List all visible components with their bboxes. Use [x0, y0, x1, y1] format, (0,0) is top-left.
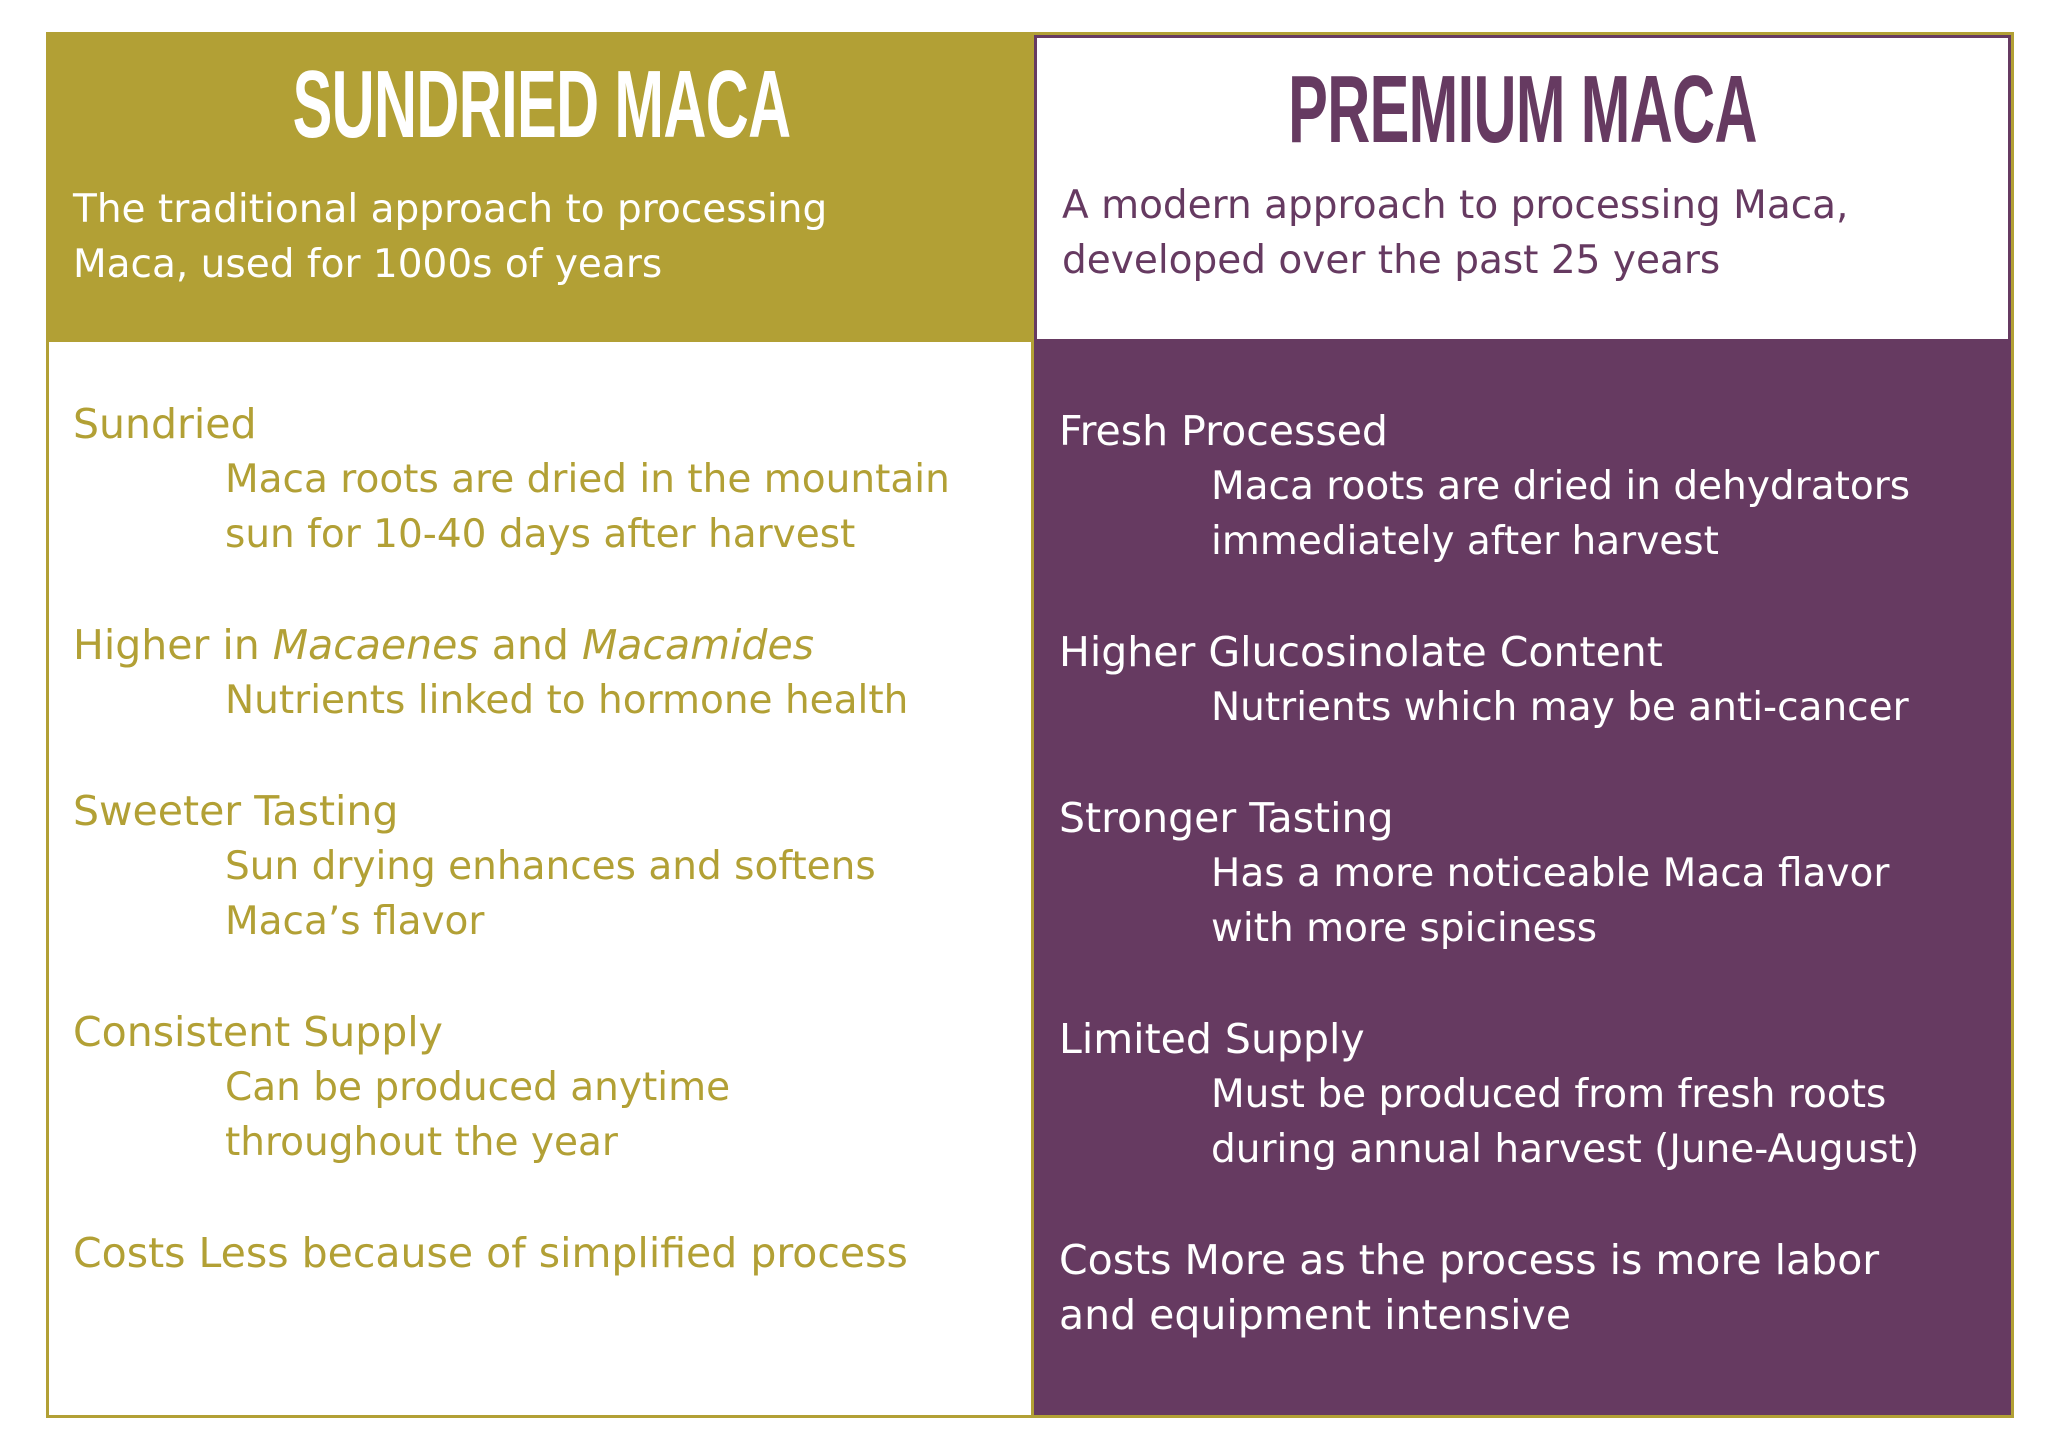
list-item [1059, 1012, 2009, 1177]
item-title: Consistent Supply [73, 1008, 443, 1056]
list-item [73, 397, 1023, 562]
premium-list [1059, 404, 2009, 1399]
item-title: Sundried [73, 400, 257, 448]
item-title: Higher Glucosinolate Content [1059, 628, 1663, 676]
item-description: Has a more noticeable Maca flavor with more spiciness [1211, 851, 1890, 951]
item-title-prefix: Higher in [73, 621, 273, 669]
list-item [1059, 1233, 2009, 1343]
item-title: Sweeter Tasting [73, 787, 399, 835]
item-description: Nutrients linked to hormone health [225, 678, 909, 723]
item-title-emphasis: Macamides [581, 621, 815, 669]
item-title: Stronger Tasting [1059, 794, 1394, 842]
item-title-emphasis: Macaenes [272, 621, 479, 669]
list-item [73, 784, 1023, 949]
comparison-table [46, 32, 2014, 1418]
item-description: Maca roots are dried in the mountain sun for 10-40 days after harvest [225, 457, 950, 557]
item-description: Nutrients which may be anti-cancer [1211, 685, 1909, 730]
sundried-subtitle: The traditional approach to processing Maca, used for 1000s of years [73, 187, 828, 287]
item-description: Can be produced anytime throughout the year [225, 1065, 731, 1165]
premium-body-cell [1034, 342, 2011, 1415]
list-item [73, 1226, 1023, 1281]
item-description: Must be produced from fresh roots during annual harvest (June-August) [1211, 1072, 1920, 1172]
item-title: Costs More as the process is more labor and equipment intensive [1059, 1236, 1880, 1339]
sundried-title: SUNDRIED MACA [292, 51, 791, 158]
list-item [1059, 791, 2009, 956]
column-divider [1031, 35, 1034, 1415]
item-description: Maca roots are dried in dehydrators immediately after harvest [1211, 464, 1911, 564]
sundried-list [73, 397, 1023, 1337]
sundried-header-cell [49, 35, 1034, 342]
premium-header-cell [1034, 35, 2011, 342]
premium-title: PREMIUM MACA [1288, 56, 1757, 163]
list-item [73, 1005, 1023, 1170]
premium-subtitle: A modern approach to processing Maca, developed over the past 25 years [1062, 183, 1849, 283]
item-title: Fresh Processed [1059, 407, 1388, 455]
sundried-body-cell [49, 342, 1034, 1415]
list-item [73, 618, 1023, 728]
list-item [1059, 404, 2009, 569]
item-description: Sun drying enhances and softens Maca’s flavor [225, 844, 876, 944]
list-item [1059, 625, 2009, 735]
item-title: Costs Less because of simplified process [73, 1229, 908, 1277]
item-title-middle: and [478, 621, 582, 669]
item-title [73, 618, 1023, 673]
item-title: Limited Supply [1059, 1015, 1365, 1063]
